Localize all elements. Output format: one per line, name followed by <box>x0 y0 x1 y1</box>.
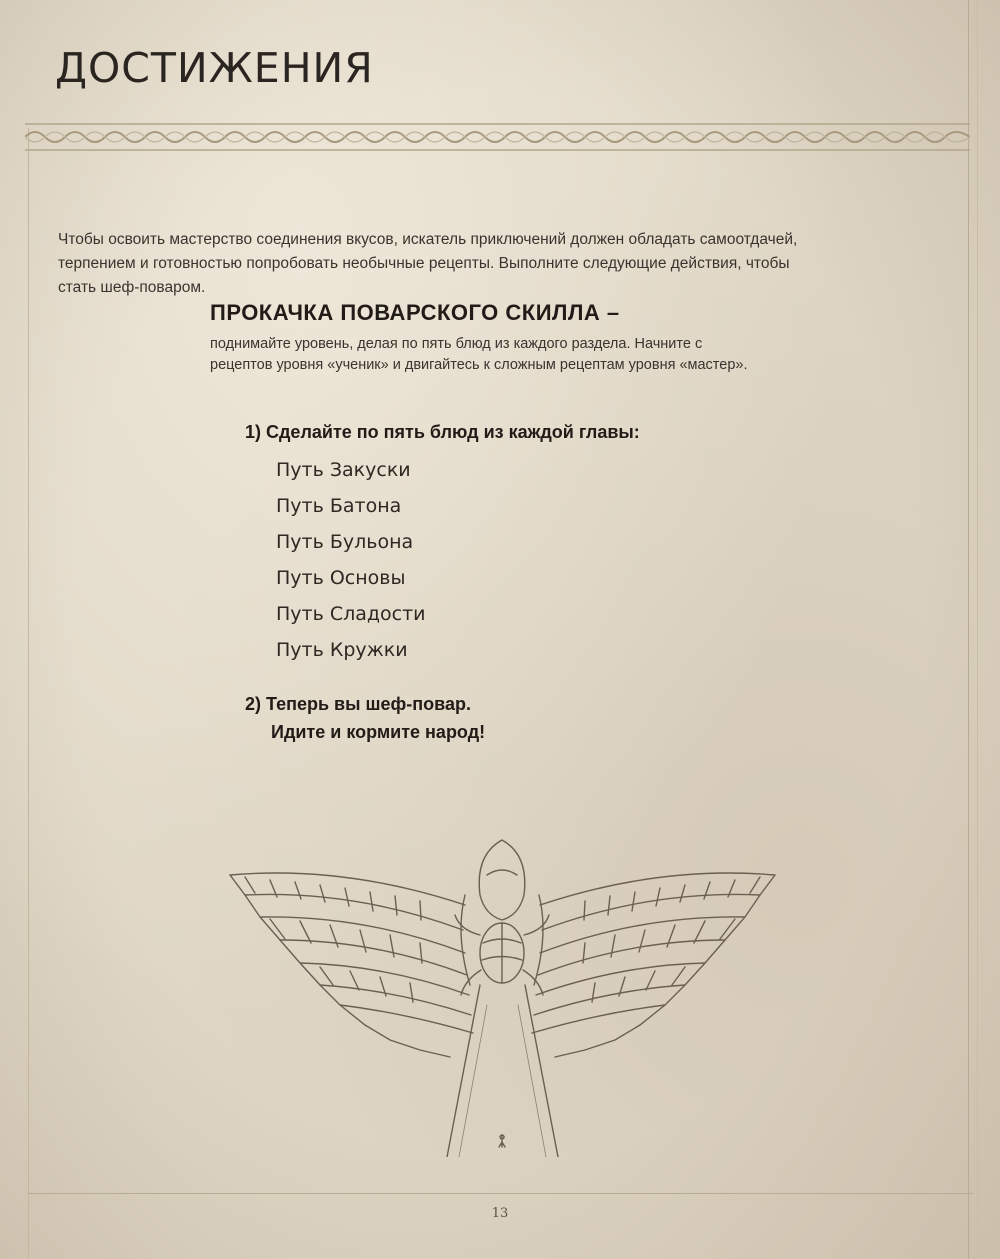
page-number: 13 <box>491 1206 509 1221</box>
list-item: Путь Закуски <box>276 459 411 481</box>
section-description: поднимайте уровень, делая по пять блюд из каждого раздела. Начните с рецептов уровня «ученик» и двигайтесь к сложным рецептам уровня «мастер». <box>210 336 748 373</box>
section-heading: ПРОКАЧКА ПОВАРСКОГО СКИЛЛА – <box>210 300 620 325</box>
list-item: Путь Батона <box>276 495 402 517</box>
page-frame-left <box>28 128 29 1259</box>
page-title: ДОСТИЖЕНИЯ <box>55 44 374 92</box>
winged-scarab-illustration <box>225 835 780 1157</box>
list-item: Путь Сладости <box>276 603 426 625</box>
page-frame-bottom <box>28 1193 973 1194</box>
step-one: 1) Сделайте по пять блюд из каждой главы: <box>245 422 640 442</box>
step-two <box>245 690 485 746</box>
intro-paragraph: Чтобы освоить мастерство соединения вкусов, искатель приключений должен обладать самоотдачей, терпением и готовностью попробовать необычные рецепты. Выполните следующие действия, чтобы стать шеф-поваром. <box>58 230 798 296</box>
page-frame-right <box>968 0 978 1259</box>
paths-list <box>276 455 426 671</box>
step-two-line2: Идите и кормите народ! <box>271 722 486 742</box>
list-item: Путь Основы <box>276 567 406 589</box>
list-item: Путь Бульона <box>276 531 414 553</box>
list-item: Путь Кружки <box>276 639 408 661</box>
step-two-line1: 2) Теперь вы шеф-повар. <box>245 694 471 714</box>
ornament-divider <box>25 119 970 155</box>
